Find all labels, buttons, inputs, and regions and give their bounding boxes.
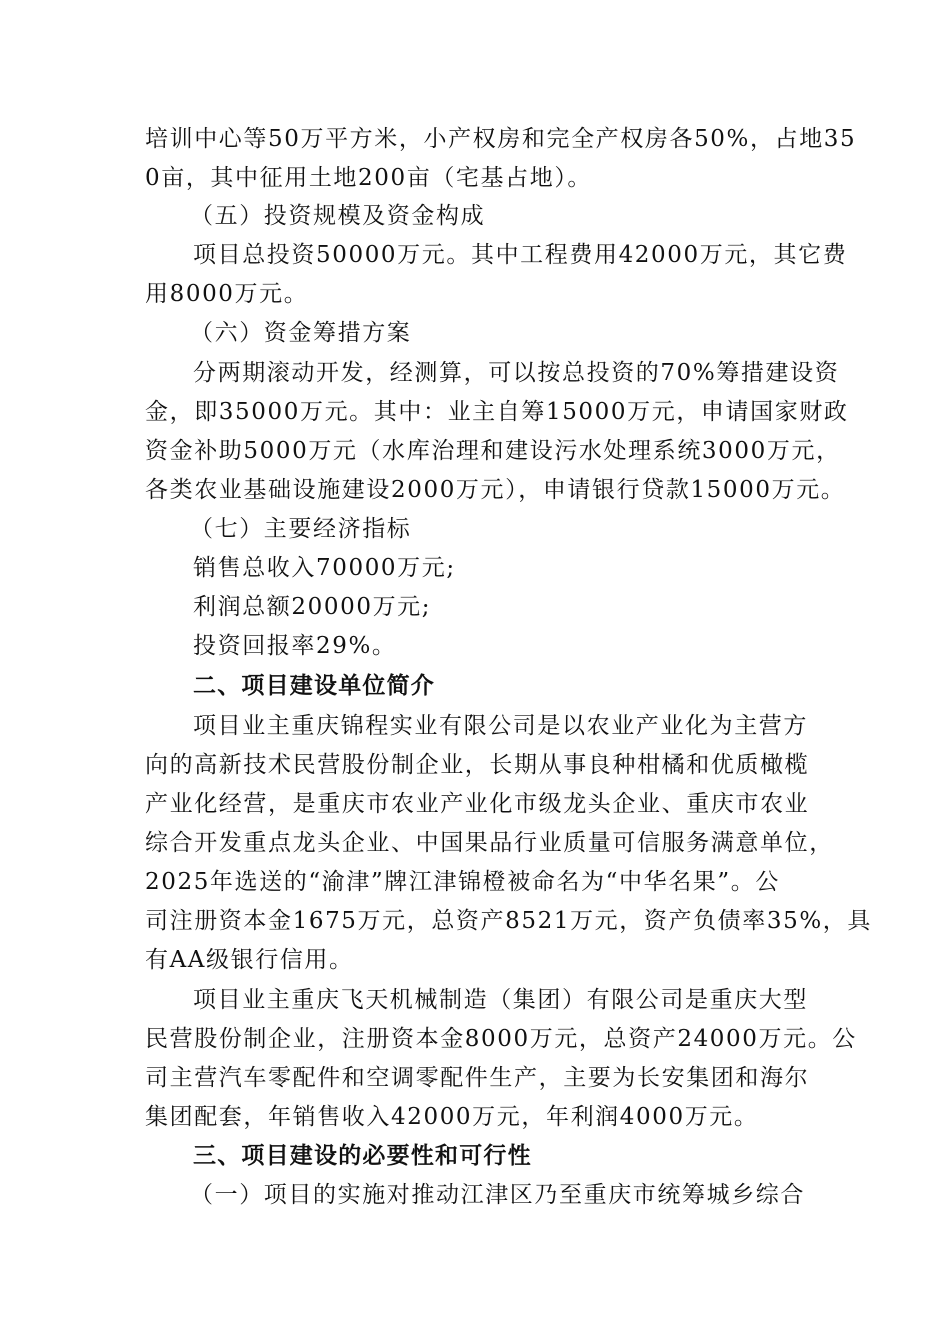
body-text-line: 培训中心等50万平方米，小产权房和完全产权房各50%，占地35 <box>145 126 857 152</box>
body-text-line: 2025年选送的“渝津”牌江津锦橙被命名为“中华名果”。公 <box>145 869 780 895</box>
body-text-line: 项目总投资50000万元。其中工程费用42000万元，其它费 <box>193 242 848 268</box>
body-text-line: 销售总收入70000万元; <box>193 555 456 581</box>
body-text-line: 各类农业基础设施建设2000万元），申请银行贷款15000万元。 <box>145 477 846 503</box>
section-subheading: （七）主要经济指标 <box>190 516 412 542</box>
section-subheading: （六）资金筹措方案 <box>190 320 412 346</box>
body-text-line: 项目业主重庆飞天机械制造（集团）有限公司是重庆大型 <box>193 987 808 1013</box>
body-text-line: 金，即35000万元。其中：业主自筹15000万元，申请国家财政 <box>145 399 849 425</box>
body-text-line: 项目业主重庆锦程实业有限公司是以农业产业化为主营方 <box>193 713 808 739</box>
section-subheading: （五）投资规模及资金构成 <box>190 203 486 229</box>
body-text-line: 司主营汽车零配件和空调零配件生产，主要为长安集团和海尔 <box>145 1065 810 1091</box>
section-heading: 三、项目建设的必要性和可行性 <box>193 1142 532 1169</box>
body-text-line: 投资回报率29%。 <box>193 633 397 659</box>
section-heading: 二、项目建设单位简介 <box>193 672 435 699</box>
body-text-line: 有AA级银行信用。 <box>145 947 354 973</box>
body-text-line: 向的高新技术民营股份制企业，长期从事良种柑橘和优质橄榄 <box>145 752 810 778</box>
body-text-line: 产业化经营，是重庆市农业产业化市级龙头企业、重庆市农业 <box>145 791 810 817</box>
body-text-line: 民营股份制企业，注册资本金8000万元，总资产24000万元。公 <box>145 1026 857 1052</box>
body-text-line: 集团配套，年销售收入42000万元，年利润4000万元。 <box>145 1104 759 1130</box>
body-text-line: 资金补助5000万元（水库治理和建设污水处理系统3000万元， <box>145 438 841 464</box>
body-text-line: 利润总额20000万元; <box>193 594 432 620</box>
body-text-line: 用8000万元。 <box>145 281 309 307</box>
body-text-line: 司注册资本金1675万元，总资产8521万元，资产负债率35%，具 <box>145 908 872 934</box>
section-subheading: （一）项目的实施对推动江津区乃至重庆市统筹城乡综合 <box>190 1182 805 1208</box>
body-text-line: 0亩，其中征用土地200亩（宅基占地）。 <box>145 165 593 191</box>
body-text-line: 综合开发重点龙头企业、中国果品行业质量可信服务满意单位， <box>145 830 834 856</box>
body-text-line: 分两期滚动开发，经测算，可以按总投资的70%筹措建设资 <box>193 360 840 386</box>
